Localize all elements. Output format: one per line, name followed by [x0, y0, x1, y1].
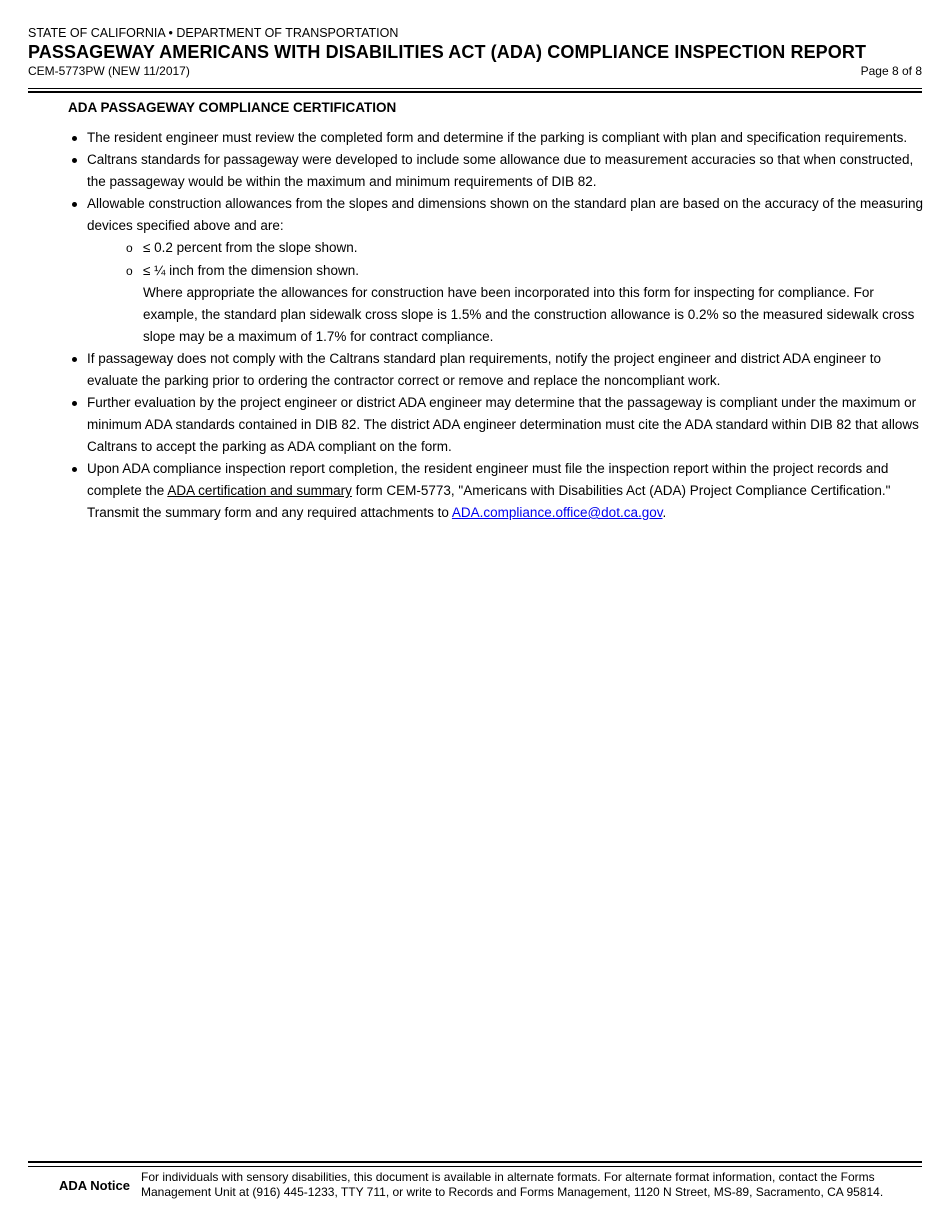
email-link[interactable]: ADA.compliance.office@dot.ca.gov: [451, 505, 663, 520]
footer-divider-thick: [28, 1161, 922, 1163]
agency-name: STATE OF CALIFORNIA • DEPARTMENT OF TRANSPORTATION: [28, 26, 399, 40]
header-divider-thin: [28, 88, 922, 89]
page-number: Page 8 of 8: [860, 64, 922, 78]
instruction-list: [68, 127, 924, 524]
sub-list-item: o ≤ ¼ inch from the dimension shown.: [143, 259, 924, 282]
header-divider-thick: [28, 91, 922, 93]
section-title: ADA PASSAGEWAY COMPLIANCE CERTIFICATION: [68, 100, 397, 115]
list-item: [68, 458, 924, 524]
sub-list-item: o ≤ 0.2 percent from the slope shown.: [143, 236, 924, 259]
ada-notice: [28, 1170, 922, 1200]
certification-form-reference: ADA certification and summary: [167, 483, 352, 498]
form-info-row: [28, 64, 922, 78]
list-item: Caltrans standards for passageway were developed to include some allowance due to measurement accuracies so that when constructed, the passageway would be within the maximum and minimum requirements of DIB 82.: [68, 149, 924, 193]
form-header: [28, 26, 922, 78]
allowance-list: [87, 236, 924, 282]
form-number: CEM-5773PW (NEW 11/2017): [28, 64, 190, 78]
list-item-text: .: [662, 505, 667, 520]
ada-notice-text: For individuals with sensory disabilities, this document is available in alternate formats. For alternate format information, contact the Forms Management Unit at (916) 445-1233, TTY 711, or write to Records and Forms Management, 1120 N Street, MS-89, Sacramento, CA 95814.: [141, 1170, 884, 1199]
footer-divider-thin: [28, 1166, 922, 1167]
list-item: If passageway does not comply with the Caltrans standard plan requirements, notify the project engineer and district ADA engineer to evaluate the parking prior to ordering the contractor correct or remove and replace the noncompliant work.: [68, 348, 924, 392]
list-item: Further evaluation by the project engineer or district ADA engineer may determine that the passageway is compliant under the maximum or minimum ADA standards contained in DIB 82. The district ADA engineer determination must cite the ADA standard within DIB 82 that allows Caltrans to accept the parking as ADA compliant on the form.: [68, 392, 924, 458]
list-item-text: form CEM-5773, "Americans with Disabilities Act (ADA) Project Compliance Certification." Transmit the summary form and any required attachments to: [87, 483, 891, 520]
list-item-text: Upon ADA compliance inspection report completion, the resident engineer must file the inspection report within the project records and complete the: [87, 461, 889, 498]
ada-notice-label: ADA Notice: [58, 1177, 130, 1193]
list-item: [68, 193, 924, 348]
list-item-text: Allowable construction allowances from the slopes and dimensions shown on the standard plan are based on the accuracy of the measuring devices specified above and are:: [87, 196, 923, 233]
allowance-note: Where appropriate the allowances for construction have been incorporated into this form for inspecting for compliance. For example, the standard plan sidewalk cross slope is 1.5% and the construction allowance is 0.2% so the measured sidewalk cross slope may be a maximum of 1.7% for contract compliance.: [143, 285, 915, 344]
list-item: The resident engineer must review the completed form and determine if the parking is compliant with plan and specification requirements.: [68, 127, 924, 149]
certification-section: [68, 99, 924, 524]
form-title: PASSAGEWAY AMERICANS WITH DISABILITIES ACT (ADA) COMPLIANCE INSPECTION REPORT: [28, 42, 867, 62]
